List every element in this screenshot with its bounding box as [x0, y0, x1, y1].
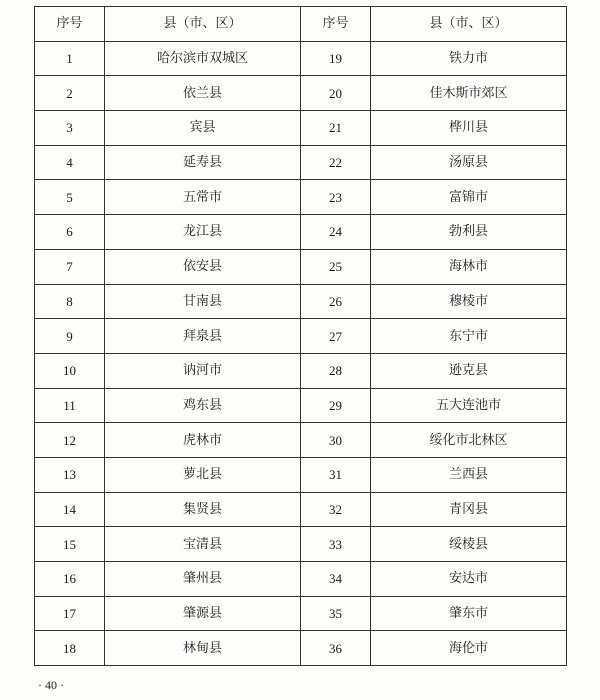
serial-left-cell: 14 [35, 492, 105, 527]
table-row [35, 631, 567, 666]
county-left-cell: 集贤县 [105, 492, 301, 527]
county-list-table [34, 6, 567, 666]
county-right-cell: 铁力市 [371, 41, 567, 76]
county-right-cell: 海伦市 [371, 631, 567, 666]
county-left-cell: 哈尔滨市双城区 [105, 41, 301, 76]
county-left-cell: 宝清县 [105, 527, 301, 562]
serial-left-cell: 7 [35, 249, 105, 284]
serial-right-cell: 29 [301, 388, 371, 423]
serial-left-cell: 17 [35, 596, 105, 631]
county-right-cell: 安达市 [371, 562, 567, 597]
table-row [35, 111, 567, 146]
serial-right-cell: 19 [301, 41, 371, 76]
table-body [35, 41, 567, 665]
table-row [35, 423, 567, 458]
header-county-right: 县（市、区） [371, 7, 567, 42]
county-left-cell: 延寿县 [105, 145, 301, 180]
county-left-cell: 肇州县 [105, 562, 301, 597]
county-right-cell: 东宁市 [371, 319, 567, 354]
table-row [35, 319, 567, 354]
serial-right-cell: 26 [301, 284, 371, 319]
county-right-cell: 绥棱县 [371, 527, 567, 562]
county-right-cell: 绥化市北林区 [371, 423, 567, 458]
table-row [35, 180, 567, 215]
header-serial-left: 序号 [35, 7, 105, 42]
table-row [35, 388, 567, 423]
table-row [35, 353, 567, 388]
serial-right-cell: 31 [301, 457, 371, 492]
serial-right-cell: 36 [301, 631, 371, 666]
county-right-cell: 肇东市 [371, 596, 567, 631]
table-header-row [35, 7, 567, 42]
serial-right-cell: 33 [301, 527, 371, 562]
serial-left-cell: 1 [35, 41, 105, 76]
table-row [35, 215, 567, 250]
table-row [35, 527, 567, 562]
county-right-cell: 富锦市 [371, 180, 567, 215]
county-right-cell: 佳木斯市郊区 [371, 76, 567, 111]
county-left-cell: 拜泉县 [105, 319, 301, 354]
county-left-cell: 鸡东县 [105, 388, 301, 423]
county-right-cell: 勃利县 [371, 215, 567, 250]
serial-left-cell: 9 [35, 319, 105, 354]
serial-left-cell: 10 [35, 353, 105, 388]
county-left-cell: 萝北县 [105, 457, 301, 492]
header-county-left: 县（市、区） [105, 7, 301, 42]
county-left-cell: 依安县 [105, 249, 301, 284]
table-row [35, 492, 567, 527]
table-row [35, 596, 567, 631]
county-right-cell: 逊克县 [371, 353, 567, 388]
county-right-cell: 汤原县 [371, 145, 567, 180]
table-row [35, 41, 567, 76]
county-left-cell: 依兰县 [105, 76, 301, 111]
serial-left-cell: 15 [35, 527, 105, 562]
serial-right-cell: 25 [301, 249, 371, 284]
serial-left-cell: 5 [35, 180, 105, 215]
serial-right-cell: 21 [301, 111, 371, 146]
serial-right-cell: 22 [301, 145, 371, 180]
county-right-cell: 穆棱市 [371, 284, 567, 319]
county-left-cell: 肇源县 [105, 596, 301, 631]
serial-right-cell: 20 [301, 76, 371, 111]
table-row [35, 145, 567, 180]
page-number: · 40 · [38, 678, 64, 692]
serial-left-cell: 12 [35, 423, 105, 458]
serial-right-cell: 32 [301, 492, 371, 527]
county-left-cell: 讷河市 [105, 353, 301, 388]
county-left-cell: 甘南县 [105, 284, 301, 319]
county-right-cell: 海林市 [371, 249, 567, 284]
county-right-cell: 五大连池市 [371, 388, 567, 423]
county-left-cell: 宾县 [105, 111, 301, 146]
table-row [35, 457, 567, 492]
county-left-cell: 龙江县 [105, 215, 301, 250]
serial-right-cell: 30 [301, 423, 371, 458]
serial-right-cell: 23 [301, 180, 371, 215]
serial-left-cell: 3 [35, 111, 105, 146]
serial-right-cell: 34 [301, 562, 371, 597]
table-row [35, 284, 567, 319]
table-row [35, 249, 567, 284]
serial-right-cell: 27 [301, 319, 371, 354]
table-row [35, 562, 567, 597]
serial-left-cell: 13 [35, 457, 105, 492]
serial-left-cell: 16 [35, 562, 105, 597]
county-left-cell: 虎林市 [105, 423, 301, 458]
serial-right-cell: 28 [301, 353, 371, 388]
serial-left-cell: 2 [35, 76, 105, 111]
serial-left-cell: 4 [35, 145, 105, 180]
county-left-cell: 五常市 [105, 180, 301, 215]
serial-left-cell: 6 [35, 215, 105, 250]
serial-left-cell: 18 [35, 631, 105, 666]
county-right-cell: 青冈县 [371, 492, 567, 527]
serial-right-cell: 35 [301, 596, 371, 631]
table-row [35, 76, 567, 111]
county-left-cell: 林甸县 [105, 631, 301, 666]
county-right-cell: 桦川县 [371, 111, 567, 146]
serial-right-cell: 24 [301, 215, 371, 250]
county-right-cell: 兰西县 [371, 457, 567, 492]
serial-left-cell: 8 [35, 284, 105, 319]
header-serial-right: 序号 [301, 7, 371, 42]
serial-left-cell: 11 [35, 388, 105, 423]
